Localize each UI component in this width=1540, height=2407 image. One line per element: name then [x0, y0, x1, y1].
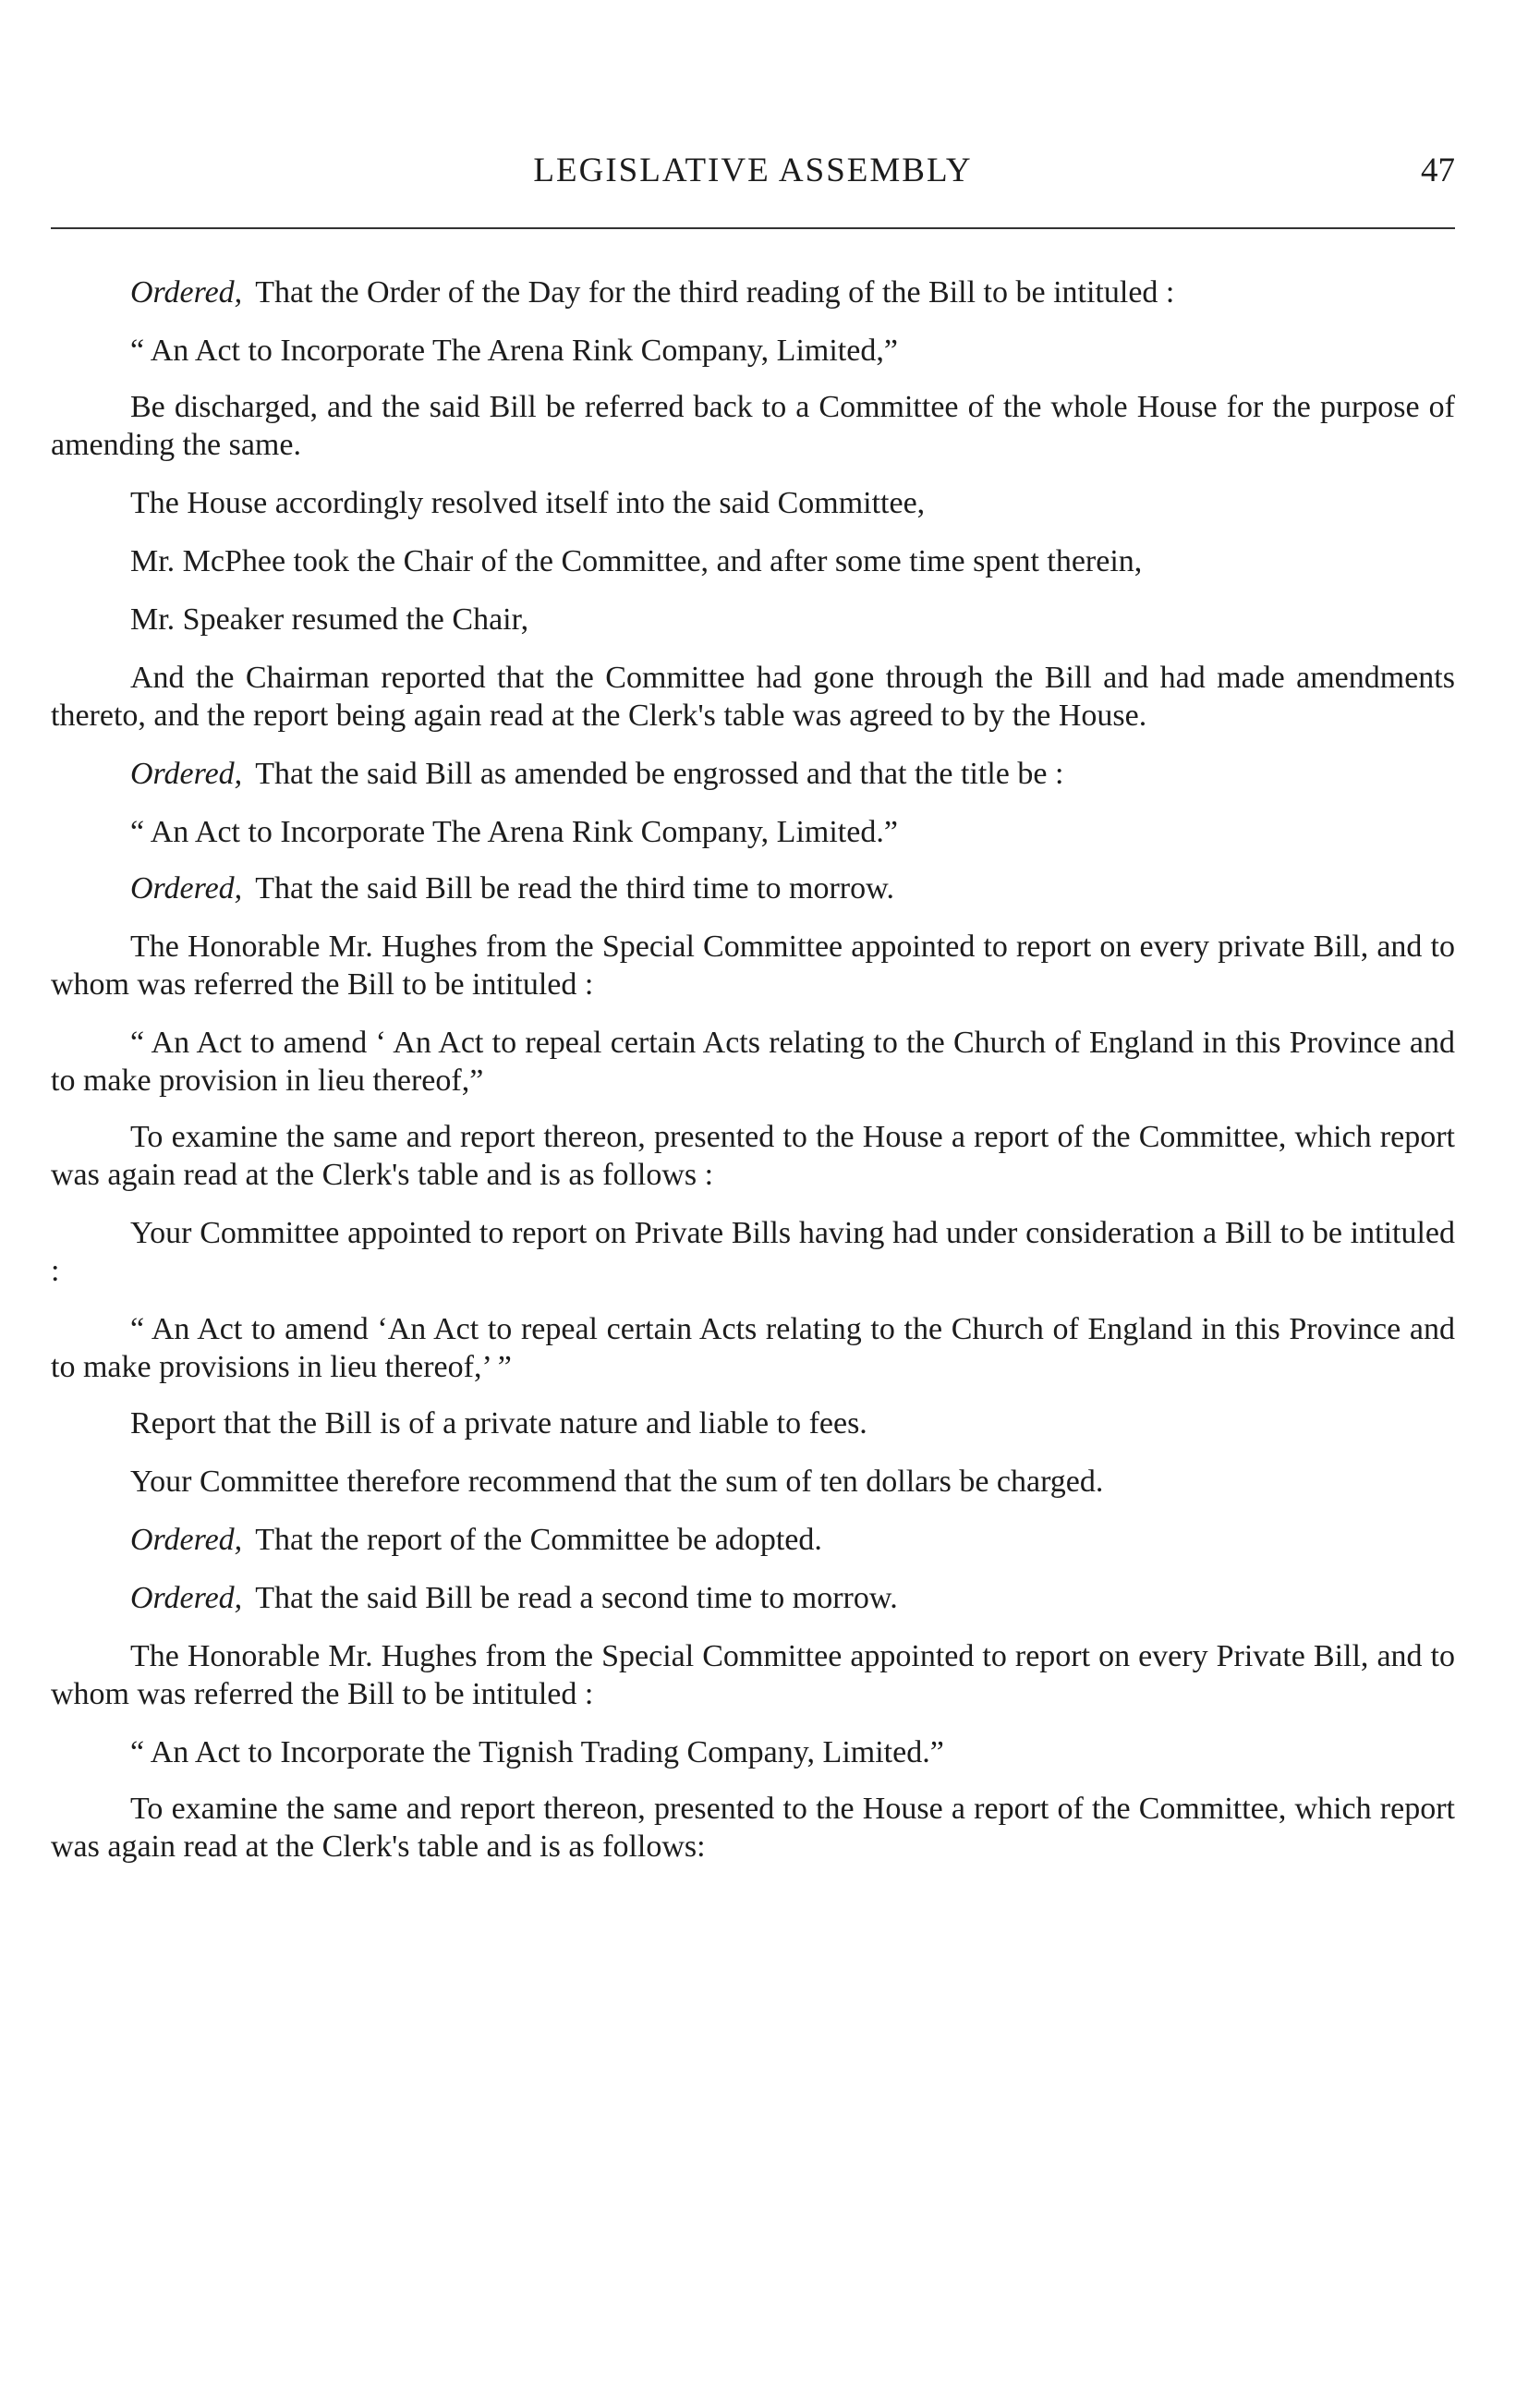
- paragraph: [51, 1463, 1455, 1501]
- paragraph-text: Be discharged, and the said Bill be referred back to a Committee of the whole House for the purpose of amending the same.: [51, 390, 1455, 462]
- paragraph-text: Your Committee appointed to report on Private Bills having had under consideration a Bill to be intituled :: [51, 1216, 1455, 1288]
- paragraph: [51, 869, 1455, 907]
- paragraph-text: Report that the Bill is of a private nature and liable to fees.: [130, 1406, 867, 1441]
- paragraph: [51, 1118, 1455, 1194]
- page-number: 47: [1421, 152, 1455, 189]
- paragraph-text: To examine the same and report thereon, presented to the House a report of the Committee, which report was again read at the Clerk's table and is as follows :: [51, 1120, 1455, 1192]
- header-rule: [51, 227, 1455, 229]
- paragraph-text: To examine the same and report thereon, presented to the House a report of the Committee, which report was again read at the Clerk's table and is as follows:: [51, 1792, 1455, 1864]
- ordered-lead: Ordered,: [130, 757, 243, 791]
- ordered-lead: Ordered,: [130, 871, 243, 906]
- paragraph-text: The Honorable Mr. Hughes from the Special Committee appointed to report on every private Bill, and to whom was referred the Bill to be intituled :: [51, 930, 1455, 1002]
- paragraph: [51, 1310, 1455, 1386]
- paragraph-text: That the report of the Committee be adopted.: [255, 1523, 822, 1557]
- paragraph: [51, 332, 1455, 370]
- paragraph: [51, 1024, 1455, 1100]
- paragraph: [51, 388, 1455, 464]
- paragraph-text: “ An Act to Incorporate the Tignish Trading Company, Limited.”: [130, 1735, 944, 1769]
- paragraph-text: “ An Act to amend ‘An Act to repeal certain Acts relating to the Church of England in this Province and to make provisions in lieu thereof,’ ”: [51, 1312, 1455, 1384]
- paragraph-text: The Honorable Mr. Hughes from the Special Committee appointed to report on every Private Bill, and to whom was referred the Bill to be intituled :: [51, 1639, 1455, 1711]
- paragraph-text: Your Committee therefore recommend that the sum of ten dollars be charged.: [130, 1465, 1104, 1499]
- paragraph: [51, 1637, 1455, 1713]
- paragraph: [51, 1521, 1455, 1559]
- paragraph: [51, 542, 1455, 580]
- running-header: [51, 148, 1455, 194]
- paragraph-text: That the Order of the Day for the third reading of the Bill to be intituled :: [255, 275, 1175, 310]
- paragraph: [51, 484, 1455, 522]
- paragraph-text: Mr. Speaker resumed the Chair,: [130, 602, 529, 637]
- paragraph: [51, 928, 1455, 1003]
- paragraph: [51, 1790, 1455, 1866]
- paragraph-text: “ An Act to Incorporate The Arena Rink Company, Limited,”: [130, 334, 898, 368]
- paragraph-text: Mr. McPhee took the Chair of the Committee, and after some time spent therein,: [130, 544, 1143, 578]
- paragraph: [51, 1733, 1455, 1771]
- paragraph: [51, 659, 1455, 735]
- paragraph: [51, 274, 1455, 311]
- page-title: LEGISLATIVE ASSEMBLY: [533, 152, 973, 189]
- paragraph: [51, 1214, 1455, 1290]
- paragraph-text: The House accordingly resolved itself into the said Committee,: [130, 486, 926, 520]
- paragraph-text: That the said Bill as amended be engrossed and that the title be :: [255, 757, 1064, 791]
- ordered-lead: Ordered,: [130, 275, 243, 310]
- paragraph: [51, 813, 1455, 851]
- paragraph: [51, 601, 1455, 638]
- paragraph-text: “ An Act to amend ‘ An Act to repeal certain Acts relating to the Church of England in this Province and to make provision in lieu thereof,”: [51, 1026, 1455, 1098]
- paragraph-text: That the said Bill be read the third time to morrow.: [255, 871, 894, 906]
- paragraph-text: That the said Bill be read a second time to morrow.: [255, 1581, 898, 1615]
- body-text: [51, 274, 1455, 1886]
- ordered-lead: Ordered,: [130, 1523, 243, 1557]
- ordered-lead: Ordered,: [130, 1581, 243, 1615]
- paragraph: [51, 1579, 1455, 1617]
- paragraph: [51, 755, 1455, 793]
- paragraph: [51, 1404, 1455, 1442]
- paragraph-text: “ An Act to Incorporate The Arena Rink Company, Limited.”: [130, 815, 898, 849]
- paragraph-text: And the Chairman reported that the Committee had gone through the Bill and had made amendments thereto, and the report being again read at the Clerk's table was agreed to by the House.: [51, 661, 1455, 733]
